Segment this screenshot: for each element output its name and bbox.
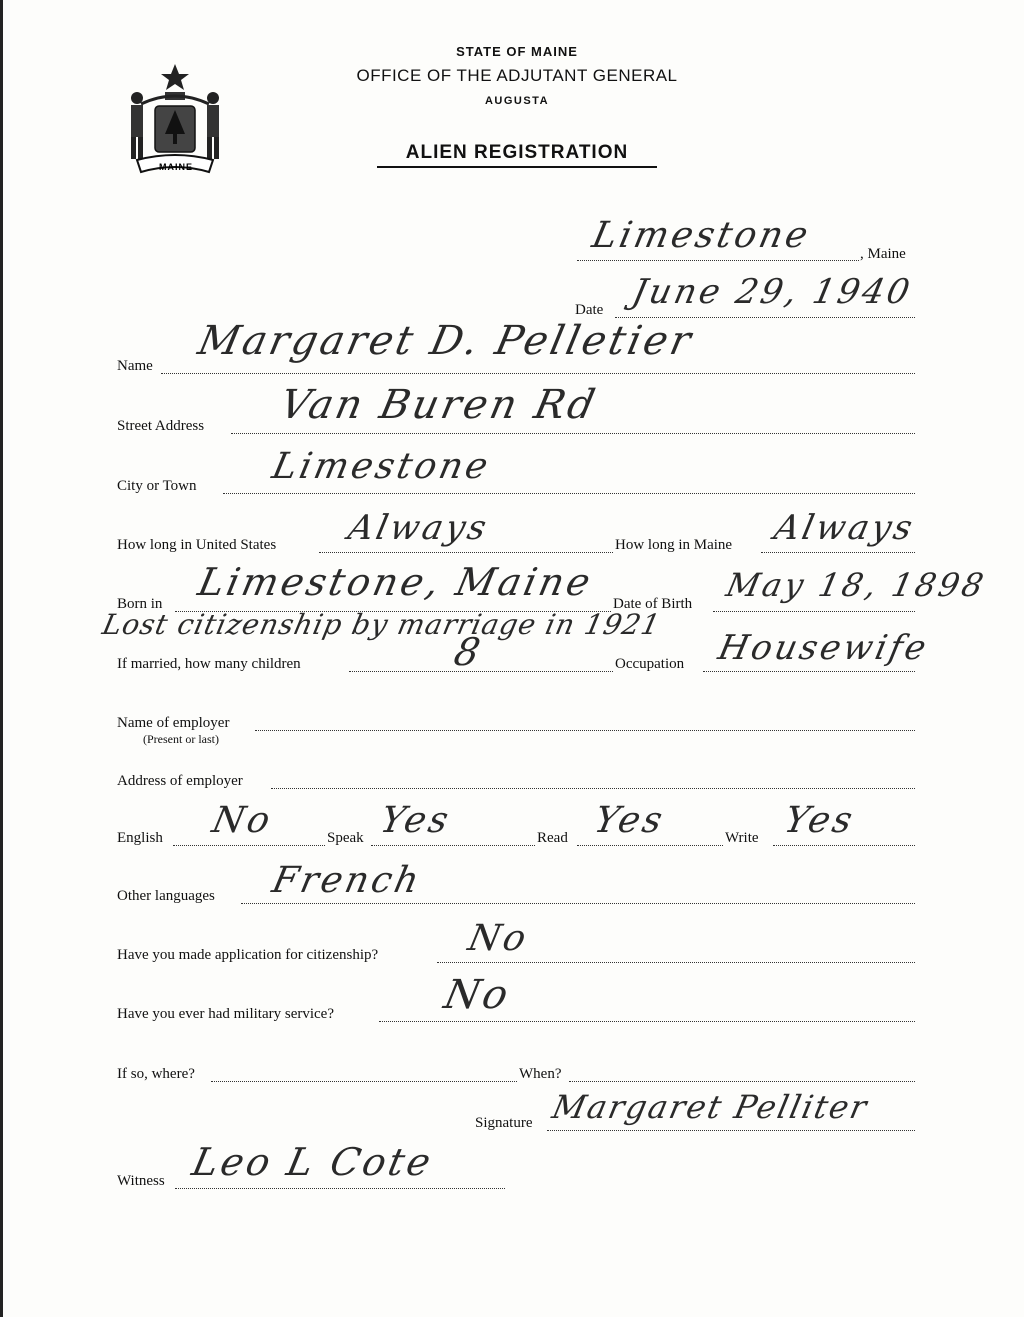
military-label: Have you ever had military service? (117, 1006, 334, 1022)
city-line (223, 493, 915, 494)
city-label: City or Town (117, 478, 197, 494)
write-label: Write (725, 830, 759, 846)
military-value: No (440, 972, 515, 1018)
when-label: When? (519, 1066, 562, 1082)
born-value: Limestone, Maine (194, 560, 598, 604)
maine-label: How long in Maine (615, 537, 733, 553)
city-value: Limestone (268, 446, 495, 487)
us-line (319, 552, 613, 553)
english-label: English (117, 830, 163, 846)
children-value: 8 (450, 630, 487, 674)
form-title: ALIEN REGISTRATION (377, 142, 657, 168)
employer-address-label: Address of employer (117, 773, 243, 789)
name-line (161, 373, 915, 374)
office-heading: OFFICE OF THE ADJUTANT GENERAL (356, 66, 678, 85)
born-label: Born in (117, 596, 163, 612)
town-suffix: , Maine (860, 246, 906, 262)
when-line (569, 1081, 915, 1082)
other-languages-line (241, 903, 915, 904)
us-label: How long in United States (117, 537, 277, 553)
date-label: Date (575, 302, 604, 318)
street-line (231, 433, 915, 434)
town-line (577, 260, 859, 261)
citizenship-note: Lost citizenship by marriage in 1921 (99, 608, 664, 641)
write-line (773, 845, 915, 846)
name-value: Margaret D. Pelletier (194, 318, 698, 364)
date-value: June 29, 1940 (628, 272, 917, 312)
employer-label: Name of employer (117, 715, 230, 731)
speak-line (371, 845, 535, 846)
signature-line (547, 1130, 915, 1131)
witness-label: Witness (117, 1173, 165, 1189)
employer-sub-label: (Present or last) (143, 732, 219, 746)
speak-label: Speak (327, 830, 364, 846)
married-label: If married, how many children (117, 656, 301, 672)
citizenship-value: No (464, 918, 533, 959)
other-languages-value: French (268, 860, 426, 901)
seal-text: MAINE (159, 162, 193, 172)
street-label: Street Address (117, 418, 205, 434)
write-value: Yes (780, 800, 859, 841)
name-label: Name (117, 358, 153, 374)
where-line (211, 1081, 517, 1082)
read-label: Read (537, 830, 568, 846)
other-languages-label: Other languages (117, 888, 215, 904)
dob-label: Date of Birth (613, 596, 693, 612)
citizenship-label: Have you made application for citizenship? (117, 947, 379, 963)
english-value: No (208, 800, 277, 841)
employer-line (255, 730, 915, 731)
street-value: Van Buren Rd (276, 382, 602, 428)
married-line (349, 671, 613, 672)
maine-line (761, 552, 915, 553)
english-line (173, 845, 325, 846)
employer-address-line (271, 788, 915, 789)
witness-line (175, 1188, 505, 1189)
occupation-label: Occupation (615, 656, 685, 672)
city-heading: AUGUSTA (484, 95, 550, 107)
read-value: Yes (590, 800, 669, 841)
maine-value: Always (770, 508, 919, 548)
signature-label: Signature (475, 1115, 533, 1131)
occupation-value: Housewife (714, 628, 933, 668)
where-label: If so, where? (117, 1066, 195, 1082)
military-line (379, 1021, 915, 1022)
read-line (577, 845, 723, 846)
dob-line (713, 611, 915, 612)
signature-value: Margaret Pelliter (548, 1088, 872, 1126)
state-heading: STATE OF MAINE (456, 44, 578, 59)
witness-value: Leo L Cote (188, 1140, 438, 1184)
occupation-line (703, 671, 915, 672)
dob-value: May 18, 1898 (722, 566, 990, 604)
town-value: Limestone (588, 215, 815, 256)
us-value: Always (344, 508, 493, 548)
speak-value: Yes (376, 800, 455, 841)
citizenship-line (437, 962, 915, 963)
